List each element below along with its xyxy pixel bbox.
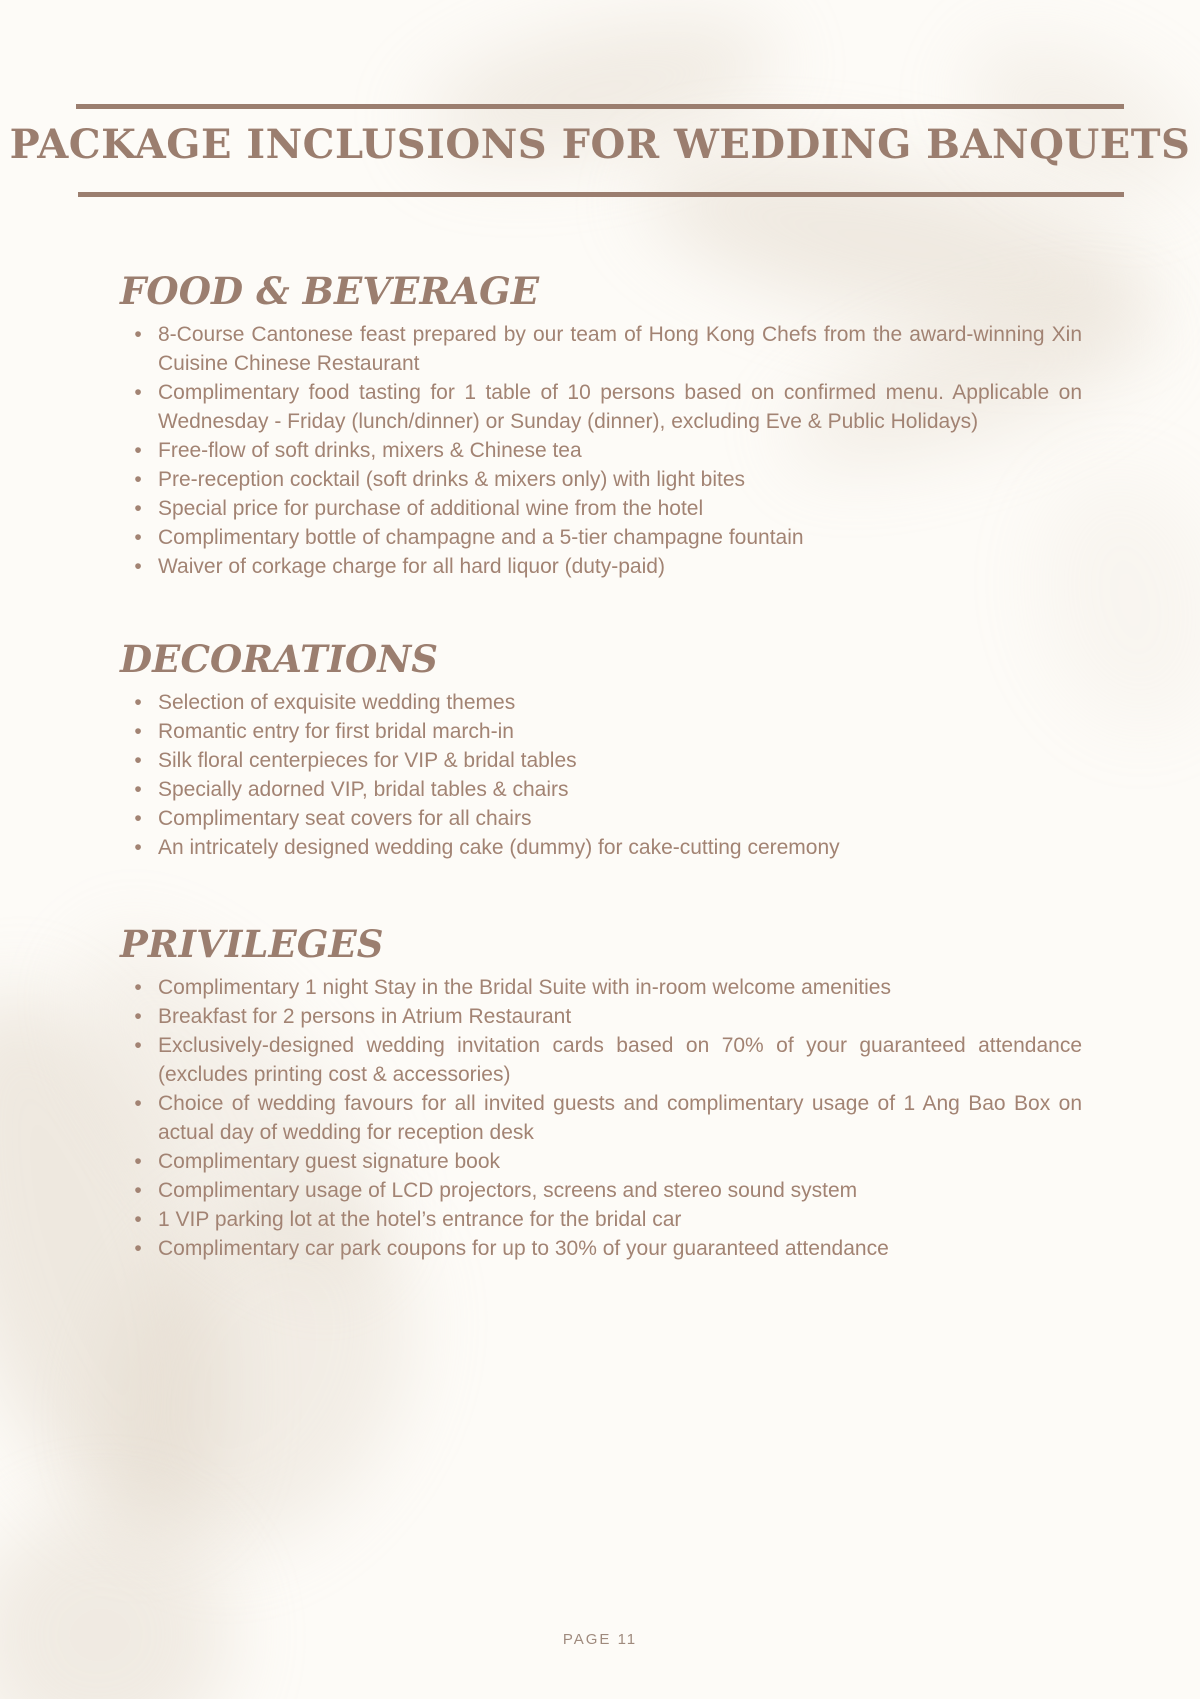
page-number: PAGE 11 [562, 1631, 638, 1648]
food-beverage-item [120, 552, 1082, 581]
privileges-item-text: 1 VIP parking lot at the hotel’s entrance for the bridal car [158, 1207, 682, 1231]
decorations-item [120, 717, 1082, 746]
bullet-icon: • [134, 748, 142, 772]
food-beverage-item-text: Special price for purchase of additional wine from the hotel [158, 496, 704, 520]
privileges-list [120, 973, 1082, 1263]
decorations-heading: DECORATIONS [120, 637, 439, 681]
privileges-item-text: Complimentary car park coupons for up to 30% of your guaranteed attendance [158, 1236, 889, 1260]
bullet-icon: • [134, 380, 142, 404]
bullet-icon: • [134, 1207, 142, 1231]
decorations-item [120, 833, 1082, 862]
decorations-item-text: An intricately designed wedding cake (dummy) for cake-cutting ceremony [158, 835, 840, 859]
bullet-icon: • [134, 1149, 142, 1173]
food-beverage-item [120, 494, 1082, 523]
privileges-heading: PRIVILEGES [120, 922, 384, 966]
food-beverage-item-text: Free-flow of soft drinks, mixers & Chinese tea [158, 438, 582, 462]
decorations-item [120, 688, 1082, 717]
food-beverage-item [120, 320, 1082, 378]
decorations-list [120, 688, 1082, 862]
food-beverage-item [120, 378, 1082, 436]
decorations-item-text: Romantic entry for first bridal march-in [158, 719, 514, 743]
bullet-icon: • [134, 322, 142, 346]
bullet-icon: • [134, 1033, 142, 1057]
privileges-item [120, 1234, 1082, 1263]
food-beverage-item-text: Complimentary bottle of champagne and a 5-tier champagne fountain [158, 525, 804, 549]
decorations-item-text: Complimentary seat covers for all chairs [158, 806, 532, 830]
privileges-item [120, 1205, 1082, 1234]
privileges-item-text: Complimentary guest signature book [158, 1149, 501, 1173]
decorations-section [120, 637, 1082, 862]
bullet-icon: • [134, 1004, 142, 1028]
title-top-rule [76, 104, 1124, 109]
food-beverage-item [120, 465, 1082, 494]
food-beverage-item-text: 8-Course Cantonese feast prepared by our team of Hong Kong Chefs from the award-winning Xin Cuisine Chinese Restaurant [158, 322, 1082, 375]
bullet-icon: • [134, 806, 142, 830]
food-beverage-item-text: Complimentary food tasting for 1 table of 10 persons based on confirmed menu. Applicable on Wednesday - Friday (lunch/dinner) or Sunday (dinner), excluding Eve & Public Holidays) [158, 380, 1082, 433]
privileges-item-text: Choice of wedding favours for all invited guests and complimentary usage of 1 Ang Bao Box on actual day of wedding for reception desk [158, 1091, 1082, 1144]
privileges-item [120, 1147, 1082, 1176]
leaf-shadow [0, 1493, 246, 1699]
privileges-item [120, 1002, 1082, 1031]
privileges-item-text: Complimentary usage of LCD projectors, screens and stereo sound system [158, 1178, 858, 1202]
decorations-item [120, 746, 1082, 775]
bullet-icon: • [134, 554, 142, 578]
page-title: PACKAGE INCLUSIONS FOR WEDDING BANQUETS [9, 121, 1191, 168]
title-bottom-rule [78, 192, 1124, 197]
bullet-icon: • [134, 1178, 142, 1202]
bullet-icon: • [134, 1236, 142, 1260]
bullet-icon: • [134, 467, 142, 491]
decorations-item-text: Silk floral centerpieces for VIP & bridal tables [158, 748, 577, 772]
privileges-item-text: Breakfast for 2 persons in Atrium Restaurant [158, 1004, 572, 1028]
bullet-icon: • [134, 438, 142, 462]
food-beverage-item [120, 436, 1082, 465]
decorations-item [120, 804, 1082, 833]
bullet-icon: • [134, 835, 142, 859]
decorations-item-text: Selection of exquisite wedding themes [158, 690, 516, 714]
bullet-icon: • [134, 525, 142, 549]
bullet-icon: • [134, 719, 142, 743]
decorations-item-text: Specially adorned VIP, bridal tables & chairs [158, 777, 569, 801]
bullet-icon: • [134, 690, 142, 714]
food-beverage-list [120, 320, 1082, 581]
privileges-section [120, 922, 1082, 1263]
food-beverage-item-text: Pre-reception cocktail (soft drinks & mixers only) with light bites [158, 467, 746, 491]
privileges-item [120, 973, 1082, 1002]
privileges-item [120, 1031, 1082, 1089]
food-beverage-item [120, 523, 1082, 552]
bullet-icon: • [134, 975, 142, 999]
food-beverage-heading: FOOD & BEVERAGE [120, 269, 540, 313]
bullet-icon: • [134, 1091, 142, 1115]
food-beverage-item-text: Waiver of corkage charge for all hard liquor (duty-paid) [158, 554, 665, 578]
bullet-icon: • [134, 777, 142, 801]
decorations-item [120, 775, 1082, 804]
privileges-item [120, 1089, 1082, 1147]
food-beverage-section [120, 269, 1082, 581]
bullet-icon: • [134, 496, 142, 520]
privileges-item [120, 1176, 1082, 1205]
privileges-item-text: Complimentary 1 night Stay in the Bridal Suite with in-room welcome amenities [158, 975, 891, 999]
privileges-item-text: Exclusively-designed wedding invitation cards based on 70% of your guaranteed attendance (excludes printing cost & accessories) [158, 1033, 1082, 1086]
